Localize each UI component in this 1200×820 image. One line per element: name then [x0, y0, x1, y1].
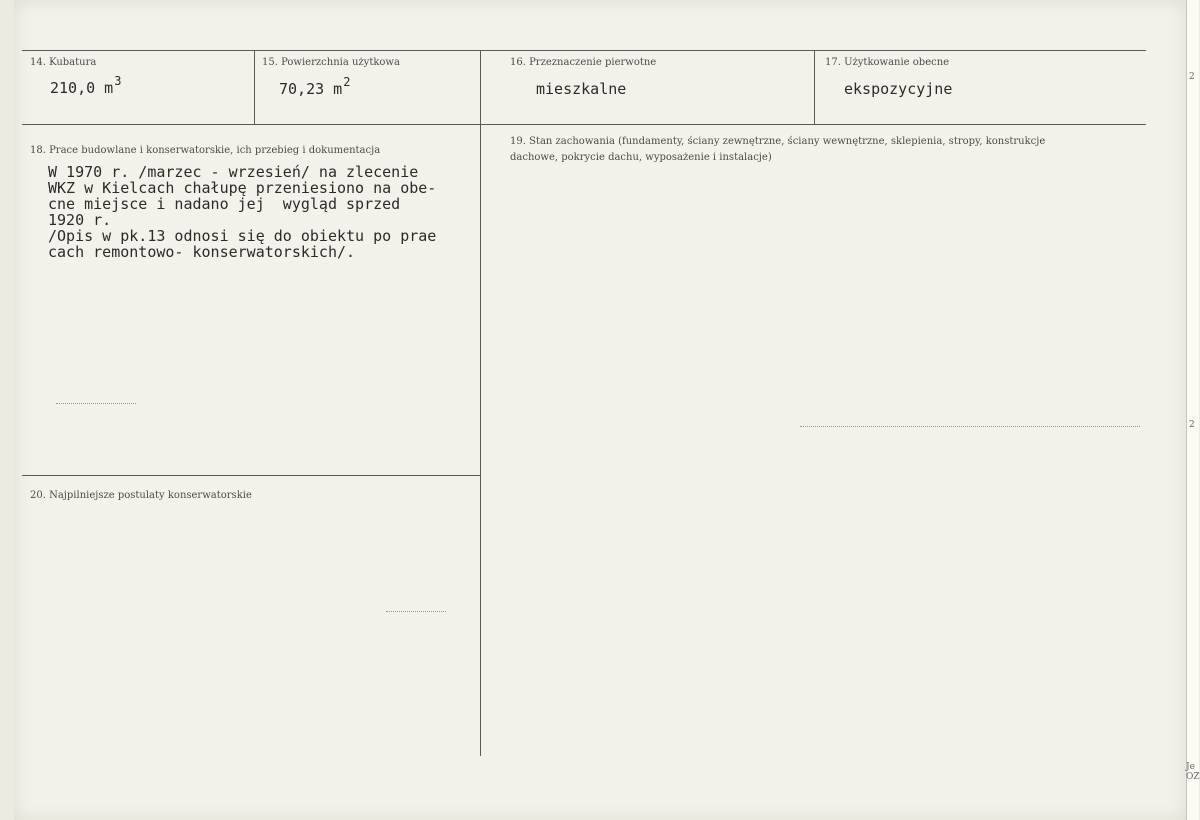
record-card: [14, 0, 1186, 820]
field-16-label: 16. Przeznaczenie pierwotne: [510, 57, 657, 68]
field-18-label: 18. Prace budowlane i konserwatorskie, ich przebieg i dokumentacja: [30, 145, 381, 156]
top-rule: [22, 50, 1146, 51]
scan-dots: [56, 403, 136, 405]
field-17-label: 17. Użytkowanie obecne: [825, 57, 950, 68]
edge-mark: OZ: [1186, 772, 1200, 782]
field-15-number: 70,23 m: [279, 80, 343, 98]
field-17-value: ekspozycyjne: [844, 80, 953, 98]
field-14-exponent: 3: [114, 74, 122, 88]
row-divider-1: [22, 124, 1146, 125]
scan-dots: [800, 426, 1140, 428]
field-18-text: W 1970 r. /marzec - wrzesień/ na zlecenie WKZ w Kielcach chałupę przeniesiono na obe- cne miejsce i nadano jej wygląd sprzed 1920 r. /Opis w pk.13 odnosi się do obiektu po prae cach remontowo- konserwatorskich/.: [48, 163, 437, 261]
next-page-edge: [1186, 0, 1199, 820]
edge-mark: 2: [1189, 72, 1195, 82]
field-14-number: 210,0 m: [50, 79, 114, 97]
field-15-exponent: 2: [343, 75, 351, 89]
column-divider-1: [254, 50, 255, 124]
field-15-label: 15. Powierzchnia użytkowa: [262, 57, 400, 68]
row-divider-2: [22, 475, 480, 476]
scan-dots: [386, 611, 446, 613]
column-divider-main: [480, 50, 481, 756]
field-14-value: [50, 74, 122, 97]
edge-mark: Je: [1186, 762, 1195, 772]
column-divider-3: [814, 50, 815, 124]
field-19-label: 19. Stan zachowania (fundamenty, ściany zewnętrzne, ściany wewnętrzne, sklepienia, stropy, konstrukcje dachowe, pokrycie dachu, wyposażenie i instalacje): [510, 136, 1046, 163]
edge-mark: 2: [1189, 420, 1195, 430]
field-20-label: 20. Najpilniejsze postulaty konserwatorskie: [30, 490, 252, 501]
field-14-label: 14. Kubatura: [30, 57, 97, 68]
field-15-value: [279, 75, 351, 98]
field-16-value: mieszkalne: [536, 80, 627, 98]
